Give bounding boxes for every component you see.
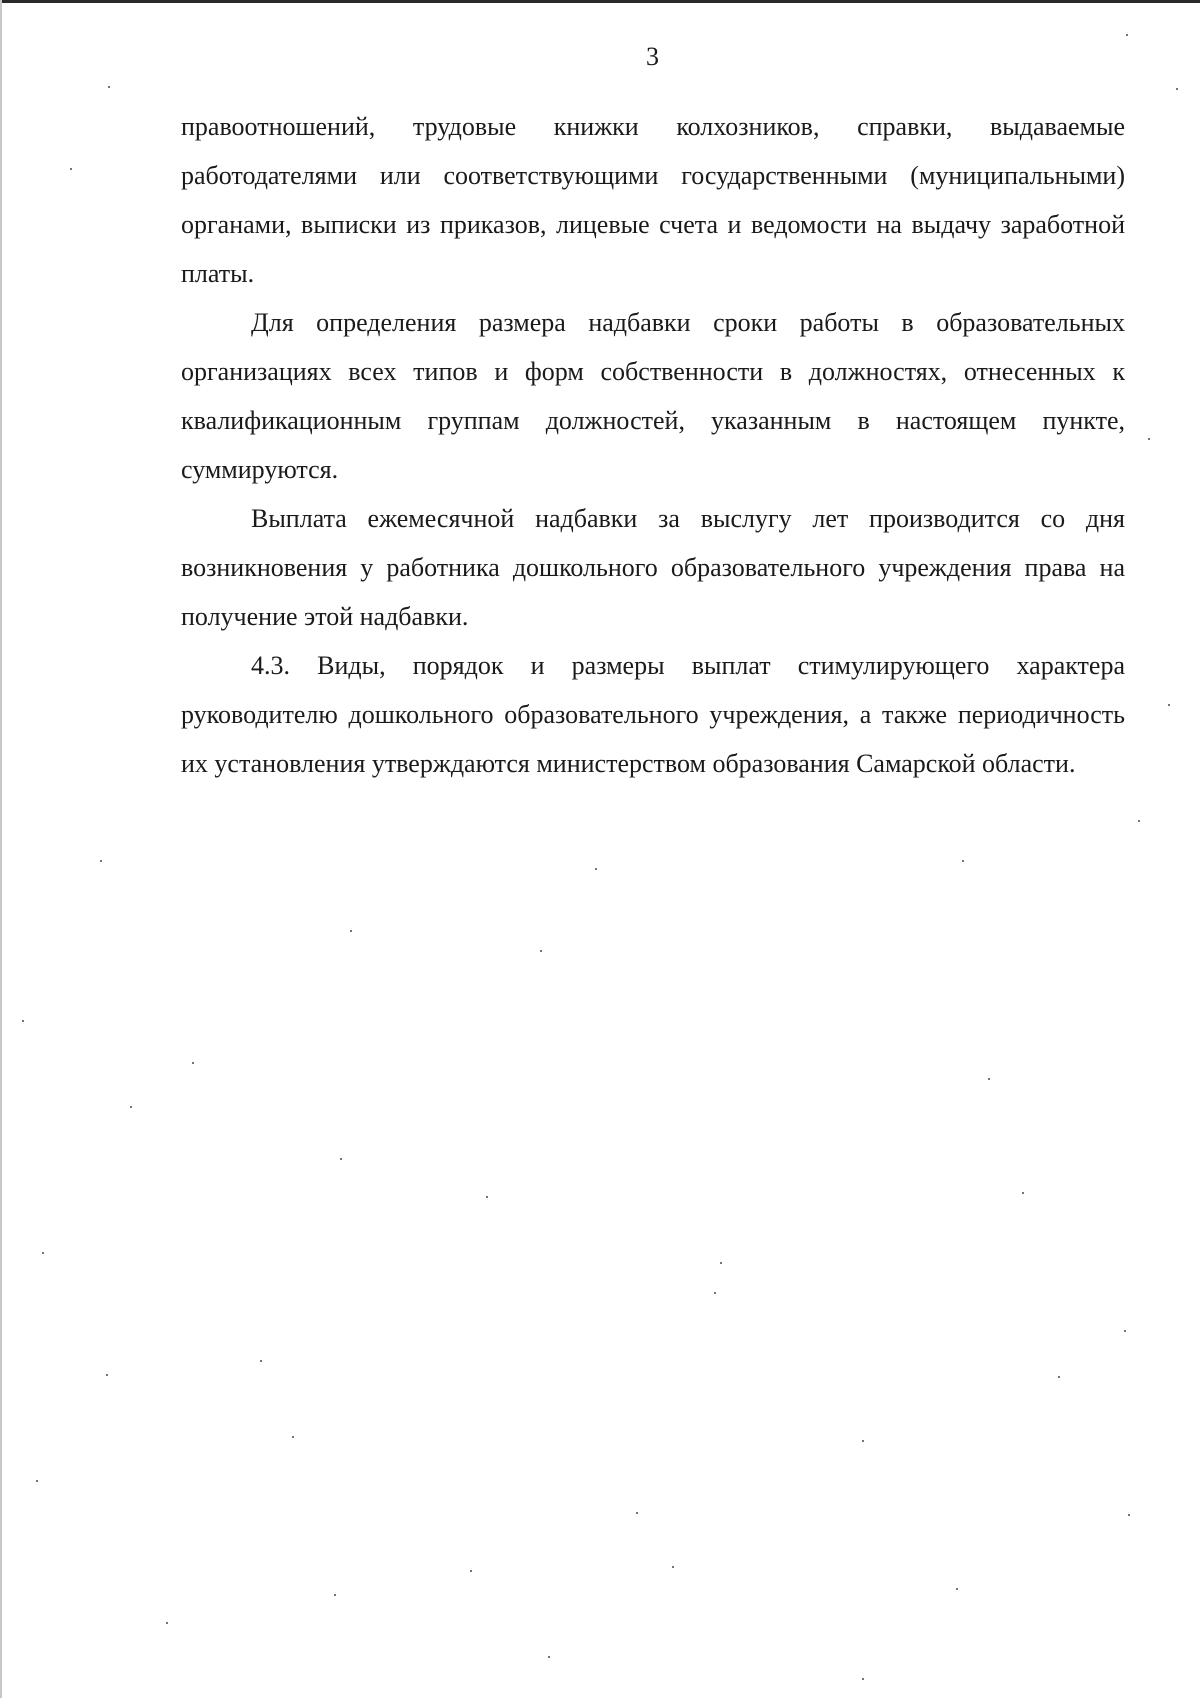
top-edge-line bbox=[0, 0, 1200, 3]
left-edge-line bbox=[0, 0, 2, 1698]
paragraph-section-4-3: 4.3. Виды, порядок и размеры выплат стимулирующего характера руководителю дошкольного образовательного учреждения, а также периодичность их установления утверждаются министерством образования Самарской области. bbox=[181, 651, 1125, 778]
paragraph-service-periods: Для определения размера надбавки сроки работы в образовательных организациях всех типов и форм собственности в должностях, отнесенных к квалификационным группам должностей, указанным в настоящем пункте, суммируются. bbox=[181, 308, 1125, 484]
document-body bbox=[181, 102, 1125, 788]
paragraph-continuation: правоотношений, трудовые книжки колхозников, справки, выдаваемые работодателями или соответствующими государственными (муниципальными) органами, выписки из приказов, лицевые счета и ведомости на выдачу заработной платы. bbox=[181, 112, 1125, 288]
paragraph-bonus-payment: Выплата ежемесячной надбавки за выслугу лет производится со дня возникновения у работника дошкольного образовательного учреждения права на получение этой надбавки. bbox=[181, 504, 1125, 631]
page-number: 3 bbox=[646, 42, 659, 71]
